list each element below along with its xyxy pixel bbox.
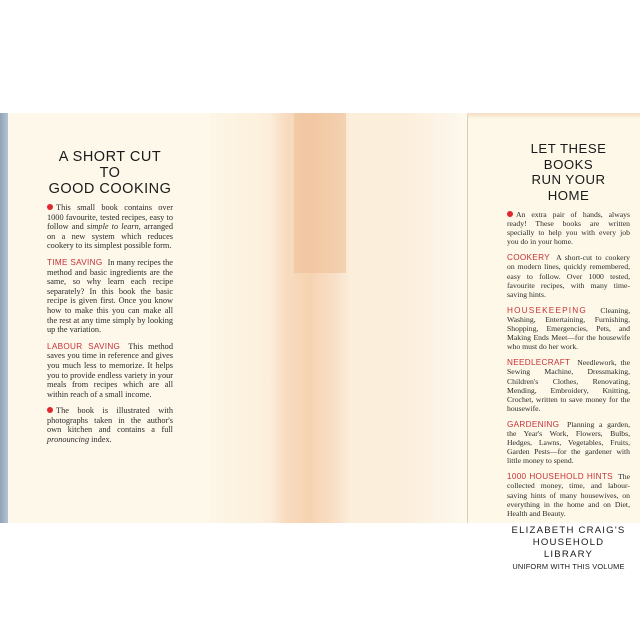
- section-lead: COOKERY: [507, 253, 550, 263]
- text: , arranged on a new system which reduces cookery to its simplest possible form.: [47, 222, 173, 251]
- section-text: This method saves you time in reference and gives you much less to memorize. It helps you to provide endless variety in your meals from recipes which are all within reach of a small income.: [47, 341, 173, 399]
- left-board-edge: [0, 113, 8, 523]
- section-time-saving: [47, 258, 173, 335]
- red-bullet-icon: [47, 407, 53, 413]
- section-labour-saving: [47, 342, 173, 400]
- section-lead: GARDENING: [507, 419, 560, 429]
- heading-line: HOME: [547, 187, 590, 203]
- front-flap-text: [47, 149, 173, 452]
- library-title-line: HOUSEHOLD LIBRARY: [532, 536, 605, 560]
- heading-line: GOOD COOKING: [48, 181, 172, 197]
- back-flap-heading: [507, 141, 630, 203]
- section-text: Needlework, the Sewing Machine, Dressmaking, Children's Clothes, Renovating, Mending, Embroidery, Knitting, Crochet, written to save money for the housewife.: [507, 358, 630, 413]
- section-text: Cleaning, Washing, Entertaining, Furnishing, Shopping, Emergencies, Pets, and Making Ends Meet—for the housewife who must do her work.: [507, 305, 630, 352]
- red-bullet-icon: [47, 204, 53, 210]
- intro-paragraph: [47, 203, 173, 251]
- red-bullet-icon: [507, 211, 513, 217]
- section-housekeeping: [507, 306, 630, 351]
- heading-line: A SHORT CUT: [58, 149, 162, 165]
- library-title: [507, 525, 630, 561]
- section-lead: NEEDLECRAFT: [507, 358, 571, 368]
- section-lead: TIME SAVING: [47, 257, 103, 267]
- library-title-line: ELIZABETH CRAIG'S: [511, 524, 626, 536]
- section-lead: LABOUR SAVING: [47, 341, 121, 351]
- text: The book is illustrated with photographs taken in the author's own kitchen and contains a full: [47, 406, 173, 435]
- intro-paragraph: [507, 210, 630, 246]
- section-text: The collected money, time, and labour-saving hints of many housewives, on everything in the home and on Diet, Health and Beauty.: [507, 472, 630, 518]
- closing-paragraph: [47, 406, 173, 444]
- section-needlecraft: [507, 358, 630, 413]
- book-jacket-scan: [0, 113, 640, 571]
- heading-line: LET THESE BOOKS: [530, 141, 607, 172]
- back-flap-text: [507, 141, 630, 572]
- spine-discoloration: [294, 113, 346, 273]
- text: An extra pair of hands, always ready! These books are written specially to help you with every job you do in your home.: [507, 210, 630, 247]
- section-text: In many recipes the method and basic ingredients are the same, so why learn each recipe separately? In this book the basic recipe is given first. Once you know how to make this you can make all the rest at any time simply by looking up the variation.: [47, 257, 173, 335]
- text: This small book contains over 1000 favourite, tested recipes, easy to follow and: [47, 203, 173, 232]
- emphasis: simple to learn: [86, 222, 139, 232]
- text: index.: [89, 435, 112, 445]
- front-flap-heading: [47, 149, 173, 197]
- section-lead: 1000 HOUSEHOLD HINTS: [507, 472, 613, 482]
- section-text: A short-cut to cookery on modern lines, quickly remembered, easy to follow. Over 1000 tested, favourite recipes, with many time-saving hints.: [507, 253, 630, 299]
- section-lead: HOUSEKEEPING: [507, 305, 587, 315]
- section-text: Planning a garden, the Year's Work, Flowers, Bulbs, Hedges, Lawns, Vegetables, Fruits, Garden Pests—for the gardener with little money to spend.: [507, 419, 630, 466]
- back-flap-top-edge: [467, 113, 640, 119]
- heading-line: RUN YOUR: [531, 172, 606, 187]
- section-cookery: [507, 253, 630, 298]
- emphasis: pronouncing: [47, 435, 90, 445]
- heading-line: TO: [99, 165, 121, 181]
- uniform-note: UNIFORM WITH THIS VOLUME: [512, 561, 625, 571]
- section-household-hints: [507, 472, 630, 517]
- section-gardening: [507, 420, 630, 465]
